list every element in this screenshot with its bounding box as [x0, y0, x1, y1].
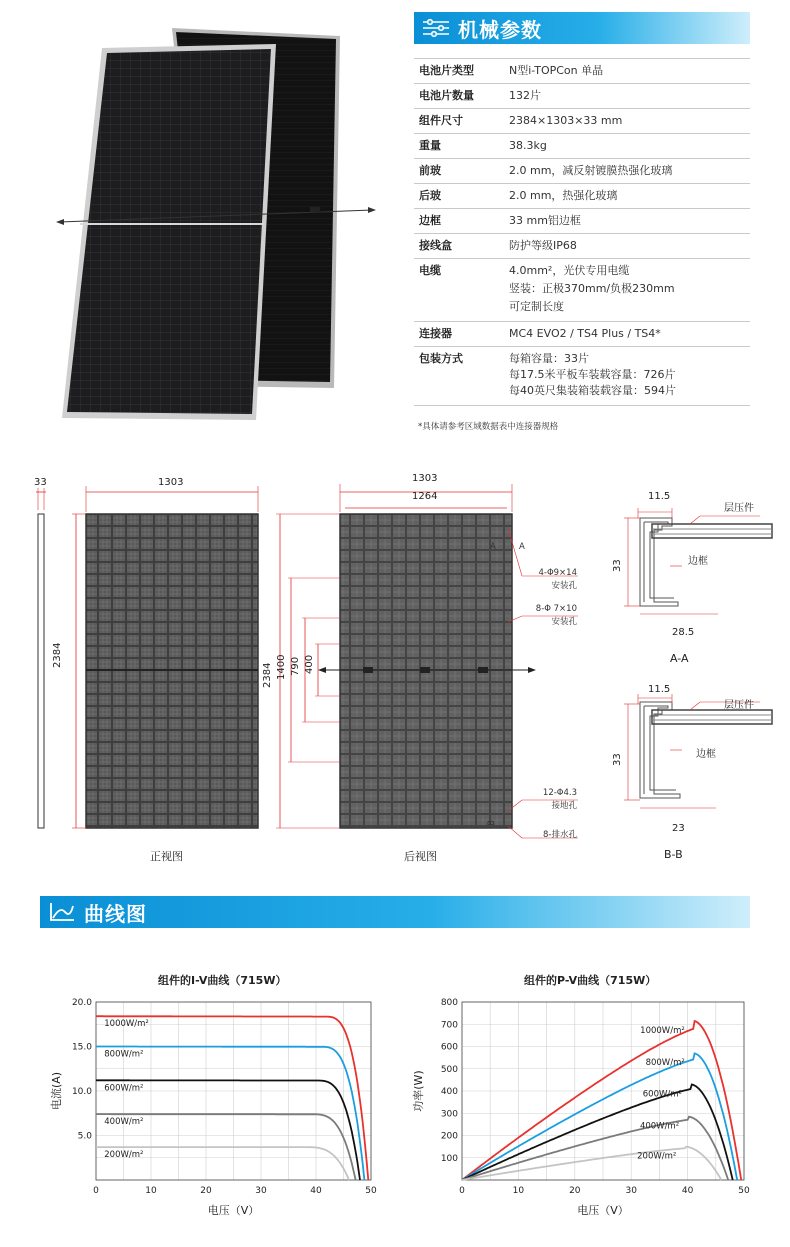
- front-width-label: 1303: [158, 477, 184, 488]
- y-tick-label: 20.0: [71, 998, 92, 1008]
- mount-hole-label-2-sub: 安装孔: [551, 617, 577, 627]
- aa-height-dim: 33: [612, 559, 623, 572]
- back-height-label: 2384: [262, 662, 273, 688]
- y-axis-label: 功率(W): [412, 1070, 425, 1112]
- x-tick-label: 20: [200, 1186, 212, 1196]
- y-tick-label: 400: [440, 1087, 458, 1097]
- mount-hole-label-2: 8-Φ 7×10: [535, 604, 577, 614]
- series-label: 400W/m²: [639, 1121, 680, 1132]
- mount-hole-label-1: 4-Φ9×14: [538, 568, 577, 578]
- spec-key: 接线盒: [419, 239, 452, 252]
- series-line: [96, 1080, 360, 1180]
- spec-row: [414, 184, 750, 209]
- series-label: 800W/m²: [104, 1049, 144, 1060]
- y-tick-label: 10.0: [71, 1087, 92, 1097]
- spec-key: 边框: [419, 214, 441, 227]
- back-inner-width-label: 1264: [412, 491, 438, 502]
- dim-1400-label: 1400: [276, 654, 287, 680]
- side-thickness-label: 33: [34, 477, 47, 488]
- spec-value-line: 每箱容量：33片: [509, 352, 589, 365]
- y-tick-label: 200: [440, 1131, 458, 1142]
- ground-hole-label: 12-Φ4.3: [542, 788, 577, 798]
- spec-key: 前玻: [419, 164, 441, 177]
- spec-value: [507, 347, 750, 403]
- spec-row: [414, 84, 750, 109]
- spec-key: 电缆: [419, 264, 441, 277]
- spec-value: [507, 84, 750, 108]
- x-tick-label: 20: [569, 1186, 581, 1196]
- iv-chart-title: 组件的I-V曲线（715W）: [158, 974, 287, 987]
- y-axis-label: 电流(A): [50, 1071, 63, 1111]
- spec-value-line: 38.3kg: [509, 139, 547, 152]
- pv-chart-title: 组件的P-V曲线（715W）: [524, 974, 657, 987]
- spec-value-line: 竖装：正极370mm/负极230mm: [509, 282, 675, 295]
- y-tick-label: 15.0: [71, 1042, 92, 1053]
- spec-value: [507, 159, 750, 183]
- spec-row: [414, 234, 750, 259]
- x-tick-label: 30: [255, 1186, 267, 1196]
- y-tick-label: 300: [440, 1109, 458, 1120]
- mount-hole-label-1-sub: 安装孔: [551, 581, 577, 591]
- sliders-icon: [414, 12, 458, 44]
- spec-value-line: 4.0mm²，光伏专用电缆: [509, 264, 630, 277]
- dim-790-label: 790: [290, 656, 301, 676]
- y-tick-label: 5.0: [77, 1131, 92, 1142]
- back-view-caption: 后视图: [404, 850, 437, 863]
- x-tick-label: 50: [365, 1186, 377, 1196]
- y-tick-label: 700: [440, 1020, 458, 1031]
- curve-chart-icon: [40, 896, 84, 928]
- spec-value: [507, 59, 750, 83]
- spec-value-line: 可定制长度: [509, 300, 564, 313]
- section-a-mark-right: A: [519, 542, 525, 552]
- bb-laminate-label: 层压件: [724, 700, 754, 711]
- spec-value: [507, 134, 750, 158]
- spec-value-line: 33 mm铝边框: [509, 214, 581, 227]
- bb-height-dim: 33: [612, 753, 623, 766]
- front-view-caption: 正视图: [150, 850, 183, 863]
- x-tick-label: 30: [625, 1186, 637, 1196]
- spec-key: 组件尺寸: [419, 114, 463, 127]
- spec-value: [507, 234, 750, 258]
- spec-row: [414, 322, 750, 347]
- spec-value-line: N型i-TOPCon 单晶: [509, 64, 604, 77]
- bb-top-dim: 11.5: [648, 684, 671, 695]
- spec-row: [414, 58, 750, 84]
- series-line: [462, 1085, 733, 1181]
- back-width-label: 1303: [412, 473, 438, 484]
- x-tick-label: 50: [738, 1186, 750, 1196]
- spec-value-line: 132片: [509, 89, 541, 102]
- series-label: 1000W/m²: [104, 1019, 149, 1030]
- series-line: [462, 1117, 728, 1180]
- mech-section-header: [414, 12, 750, 44]
- series-label: 600W/m²: [104, 1083, 144, 1094]
- x-tick-label: 0: [459, 1186, 465, 1196]
- spec-key: 连接器: [419, 327, 452, 340]
- front-height-label: 2384: [52, 642, 63, 668]
- x-tick-label: 40: [310, 1186, 322, 1196]
- series-label: 200W/m²: [637, 1151, 677, 1162]
- spec-row: [414, 209, 750, 234]
- spec-value-line: 每40英尺集装箱装载容量：594片: [509, 384, 676, 397]
- aa-top-dim: 11.5: [648, 491, 671, 502]
- technical-drawing: [0, 466, 790, 870]
- spec-value-line: 防护等级IP68: [509, 239, 577, 252]
- x-axis-label: 电压（V）: [207, 1204, 260, 1217]
- y-tick-label: 600: [440, 1042, 458, 1053]
- aa-caption: A-A: [670, 652, 689, 665]
- spec-value-line: 每17.5米平板车装载容量：726片: [509, 368, 676, 381]
- curves-section-title: 曲线图: [84, 901, 147, 926]
- series-label: 200W/m²: [104, 1150, 144, 1161]
- x-tick-label: 40: [681, 1186, 694, 1196]
- spec-value: [507, 184, 750, 208]
- aa-frame-label: 边框: [688, 556, 708, 567]
- section-b-mark: B: [487, 820, 497, 826]
- spec-footnote: *具体请参考区域数据表中连接器规格: [418, 422, 559, 432]
- spec-value-line: 2.0 mm，减反射镀膜热强化玻璃: [509, 164, 673, 177]
- aa-laminate-label: 层压件: [724, 503, 754, 514]
- series-label: 1000W/m²: [640, 1025, 685, 1036]
- spec-value-line: 2384×1303×33 mm: [509, 114, 623, 127]
- section-a-mark-left: A: [490, 542, 496, 552]
- ground-hole-label-sub: 接地孔: [551, 801, 577, 811]
- spec-key: 重量: [419, 139, 441, 152]
- pv-chart: [405, 990, 755, 1220]
- aa-bottom-dim: 28.5: [672, 627, 695, 638]
- spec-row: [414, 134, 750, 159]
- x-axis-label: 电压（V）: [577, 1204, 629, 1217]
- spec-key: 电池片类型: [419, 64, 474, 77]
- bb-bottom-dim: 23: [672, 823, 685, 834]
- spec-row: [414, 259, 750, 322]
- y-tick-label: 100: [440, 1153, 458, 1164]
- spec-key: 包装方式: [419, 352, 463, 365]
- spec-value: [507, 322, 750, 346]
- x-tick-label: 10: [145, 1186, 157, 1196]
- spec-row: [414, 109, 750, 134]
- solar-panel-photo: [50, 20, 390, 430]
- spec-value-line: MC4 EVO2 / TS4 Plus / TS4*: [509, 327, 661, 340]
- bb-caption: B-B: [664, 848, 683, 861]
- bb-frame-label: 边框: [696, 749, 716, 760]
- spec-value-line: 2.0 mm，热强化玻璃: [509, 189, 618, 202]
- drain-hole-label: 8-排水孔: [543, 830, 577, 840]
- series-label: 400W/m²: [104, 1117, 144, 1128]
- y-tick-label: 500: [440, 1064, 458, 1075]
- x-tick-label: 10: [512, 1186, 525, 1196]
- spec-key: 电池片数量: [419, 89, 474, 102]
- series-label: 800W/m²: [645, 1058, 685, 1069]
- series-label: 600W/m²: [642, 1089, 682, 1100]
- dim-400-label: 400: [304, 654, 315, 674]
- iv-chart: [40, 990, 385, 1220]
- spec-table: [414, 58, 750, 406]
- spec-row: [414, 347, 750, 406]
- y-tick-label: 800: [440, 998, 458, 1008]
- x-tick-label: 0: [93, 1186, 99, 1196]
- spec-key: 后玻: [419, 189, 441, 202]
- curves-section-header: [40, 896, 750, 928]
- spec-value: [507, 259, 750, 319]
- mech-section-title: 机械参数: [458, 17, 542, 42]
- spec-value: [507, 209, 750, 233]
- spec-row: [414, 159, 750, 184]
- spec-value: [507, 109, 750, 133]
